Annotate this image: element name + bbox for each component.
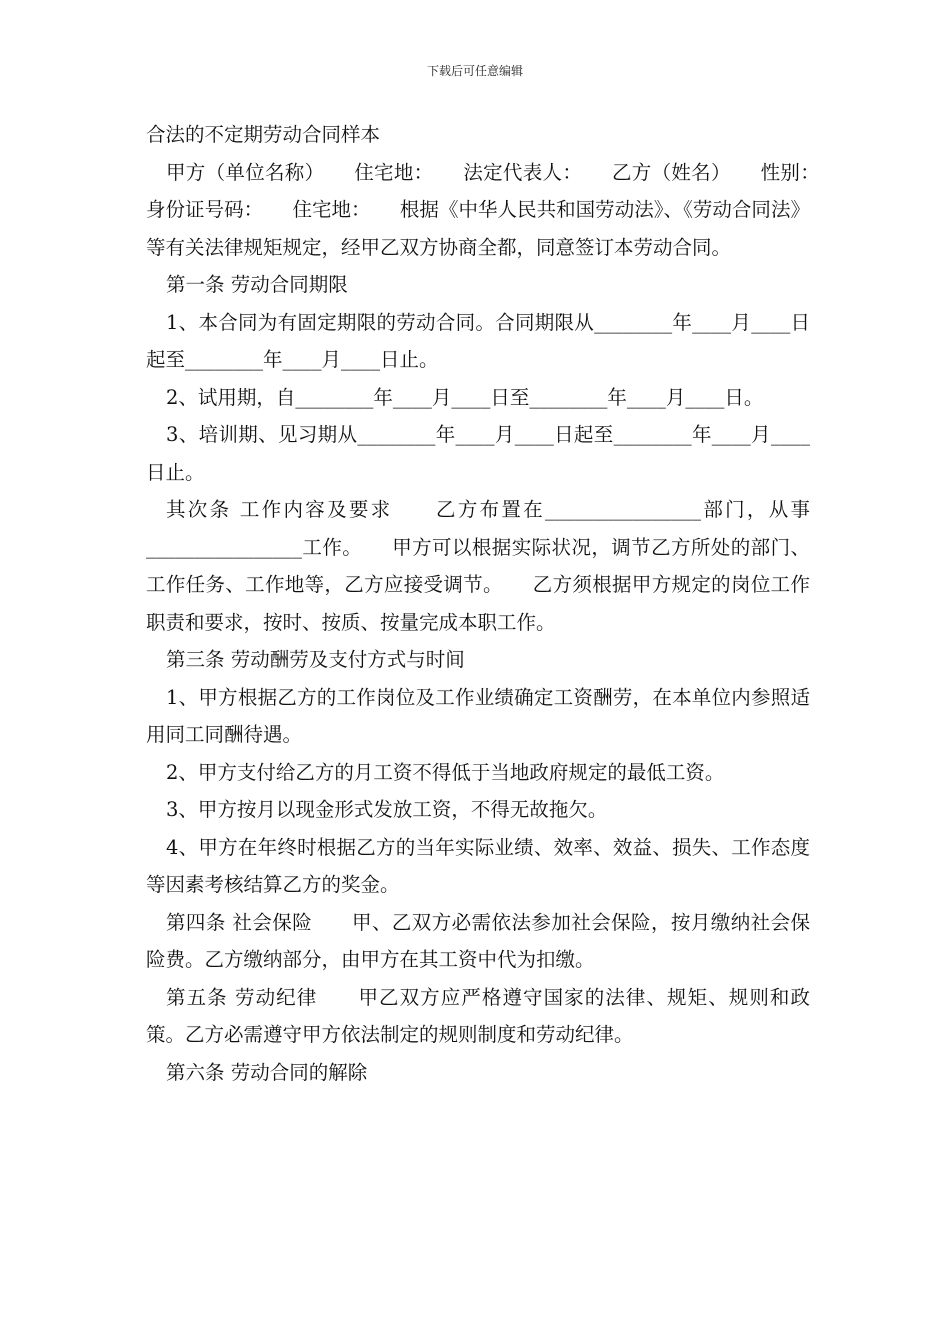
document-body — [146, 116, 850, 1091]
article-4: 第四条 社会保险 甲、乙双方必需依法参加社会保险，按月缴纳社会保险费。乙方缴纳部分，由甲方在其工资中代为扣缴。 — [146, 910, 810, 971]
article-1-heading: 第一条 劳动合同期限 — [166, 273, 348, 296]
paragraph-parties: 甲方（单位名称） 住宅地： 法定代表人： 乙方（姓名） 性别： 身份证号码： 住宅地： 根据《中华人民共和国劳动法》、《劳动合同法》等有关法律规矩规定，经甲乙双方协商全都，同意签订本劳动合同。 — [146, 160, 850, 259]
article-1-item-1: 1、本合同为有固定期限的劳动合同。合同期限从________年____月____日起至________年____月____日止。 — [146, 310, 810, 371]
article-3-heading: 第三条 劳动酬劳及支付方式与时间 — [166, 648, 465, 671]
article-6-heading: 第六条 劳动合同的解除 — [166, 1060, 368, 1084]
article-1-item-2: 2、试用期，自________年____月____日至________年____月____日。 — [166, 385, 764, 409]
article-1-item-3: 3、培训期、见习期从________年____月____日起至________年____月____日止。 — [146, 423, 810, 484]
article-5: 第五条 劳动纪律 甲乙双方应严格遵守国家的法律、规矩、规则和政策。乙方必需遵守甲方依法制定的规则制度和劳动纪律。 — [146, 985, 810, 1046]
article-2: 其次条 工作内容及要求 乙方布置在________________部门，从事________________工作。 甲方可以根据实际状况，调节乙方所处的部门、工作任务、工作地等，乙方应接受调节。 乙方须根据甲方规定的岗位工作职责和要求，按时、按质、按量完成本职工作。 — [146, 498, 810, 634]
page-header: 下载后可任意编辑 — [426, 64, 523, 78]
document-title: 合法的不定期劳动合同样本 — [146, 123, 381, 146]
article-3-item-1: 1、甲方根据乙方的工作岗位及工作业绩确定工资酬劳，在本单位内参照适用同工同酬待遇。 — [146, 685, 810, 746]
article-3-item-3: 3、甲方按月以现金形式发放工资，不得无故拖欠。 — [166, 798, 608, 821]
article-3-item-2: 2、甲方支付给乙方的月工资不得低于当地政府规定的最低工资。 — [166, 760, 725, 784]
article-3-item-4: 4、甲方在年终时根据乙方的当年实际业绩、效率、效益、损失、工作态度等因素考核结算乙方的奖金。 — [146, 835, 810, 896]
